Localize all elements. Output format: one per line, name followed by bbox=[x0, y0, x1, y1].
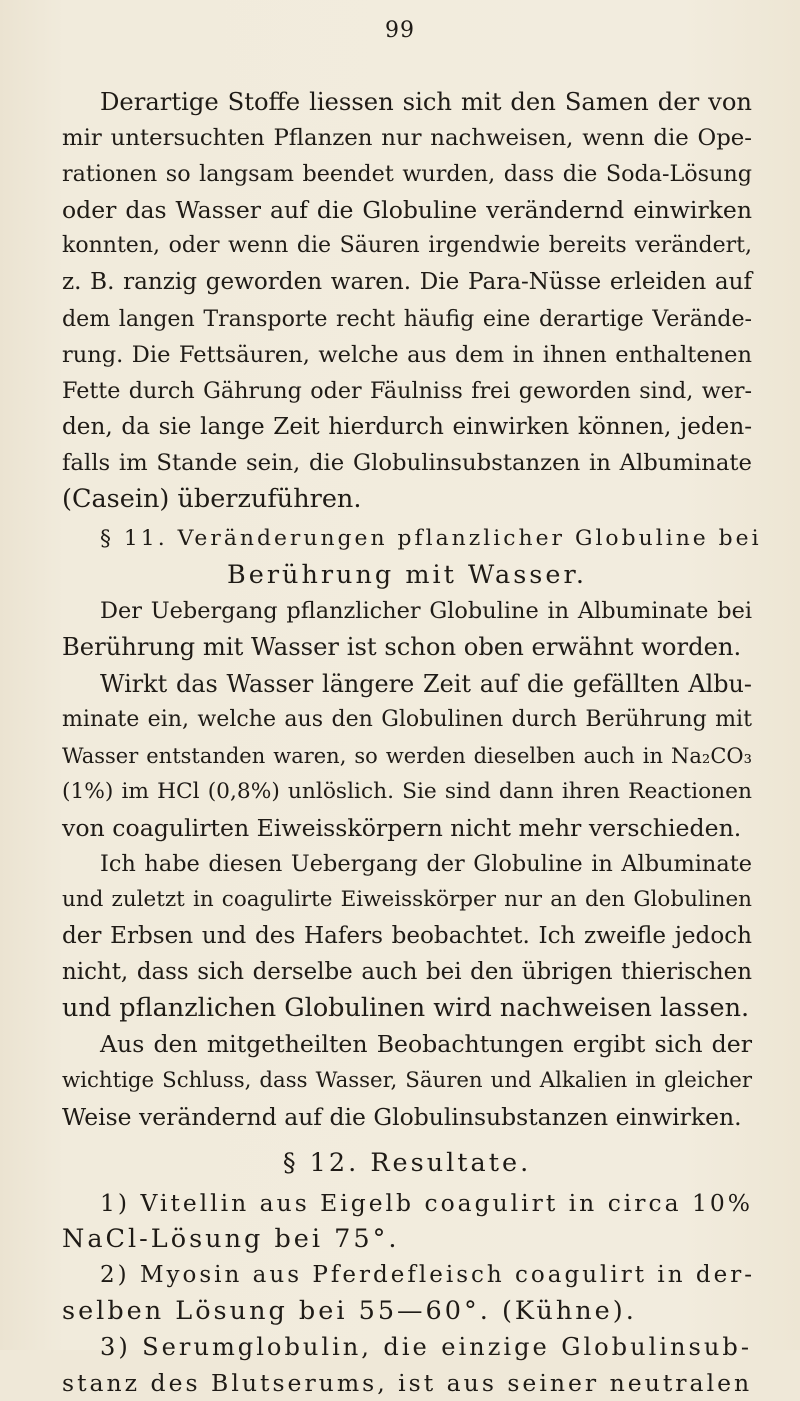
body-text bbox=[62, 84, 762, 1401]
page-number: 99 bbox=[385, 18, 415, 43]
text-line: und pflanzlichen Globulinen wird nachweisen lassen. bbox=[62, 993, 750, 1024]
text-line: wichtige Schluss, dass Wasser, Säuren und Alkalien in gleicher bbox=[62, 1067, 752, 1093]
text-line: falls im Stande sein, die Globulinsubstanzen in Albuminate bbox=[62, 449, 752, 476]
text-line: 1) Vitellin aus Eigelb coagulirt in circa 10% bbox=[100, 1188, 754, 1217]
text-line: nicht, dass sich derselbe auch bei den übrigen thierischen bbox=[62, 959, 752, 986]
text-line: (1%) im HCl (0,8%) unlöslich. Sie sind dann ihren Reactionen bbox=[62, 778, 752, 804]
text-line: oder das Wasser auf die Globuline verändernd einwirken bbox=[62, 196, 752, 225]
text-line: mir untersuchten Pflanzen nur nachweisen, wenn die Ope- bbox=[62, 125, 752, 152]
text-line: Weise verändernd auf die Globulinsubstanzen einwirken. bbox=[62, 1102, 742, 1131]
text-line: NaCl-Lösung bei 75°. bbox=[62, 1223, 400, 1254]
text-line: konnten, oder wenn die Säuren irgendwie bereits verändert, bbox=[62, 233, 752, 259]
text-line: rung. Die Fettsäuren, welche aus dem in ihnen enthaltenen bbox=[62, 341, 752, 368]
text-line: Wasser entstanden waren, so werden dieselben auch in Na₂CO₃ bbox=[62, 743, 752, 768]
text-line: Berührung mit Wasser ist schon oben erwähnt worden. bbox=[62, 633, 742, 662]
text-line: rationen so langsam beendet wurden, dass die Soda-Lösung bbox=[62, 161, 752, 188]
text-line: Ich habe diesen Uebergang der Globuline in Albuminate bbox=[100, 850, 752, 877]
text-line: dem langen Transporte recht häufig eine derartige Verände- bbox=[62, 305, 752, 332]
text-line: § 12. Resultate. bbox=[282, 1147, 532, 1178]
text-line: Der Uebergang pflanzlicher Globuline in Albuminate bei bbox=[100, 598, 752, 625]
text-line: 3) Serumglobulin, die einzige Globulinsub- bbox=[100, 1333, 752, 1362]
text-line: selben Lösung bei 55—60°. (Kühne). bbox=[62, 1296, 637, 1327]
text-line: den, da sie lange Zeit hierdurch einwirken können, jeden- bbox=[62, 413, 752, 440]
text-line: Aus den mitgetheilten Beobachtungen ergibt sich der bbox=[100, 1030, 752, 1059]
text-line: Berührung mit Wasser. bbox=[227, 560, 587, 591]
text-line: z. B. ranzig geworden waren. Die Para-Nüsse erleiden auf bbox=[62, 269, 752, 296]
text-line: der Erbsen und des Hafers beobachtet. Ich zweifle jedoch bbox=[62, 923, 752, 950]
text-line: Wirkt das Wasser längere Zeit auf die gefällten Albu- bbox=[100, 669, 752, 698]
text-line: und zuletzt in coagulirte Eiweisskörper nur an den Globulinen bbox=[62, 887, 752, 913]
text-line: stanz des Blutserums, ist aus seiner neutralen bbox=[62, 1369, 753, 1398]
text-line: Derartige Stoffe liessen sich mit den Samen der von bbox=[100, 88, 752, 116]
text-line: Fette durch Gährung oder Fäulniss frei geworden sind, wer- bbox=[62, 377, 752, 404]
text-line: minate ein, welche aus den Globulinen durch Berührung mit bbox=[62, 706, 752, 732]
text-line: von coagulirten Eiweisskörpern nicht mehr verschieden. bbox=[62, 813, 742, 842]
text-line: 2) Myosin aus Pferdefleisch coagulirt in der- bbox=[100, 1262, 755, 1288]
text-line: (Casein) überzuführen. bbox=[62, 484, 362, 515]
text-line: § 11. Veränderungen pflanzlicher Globuline bei bbox=[100, 526, 762, 552]
